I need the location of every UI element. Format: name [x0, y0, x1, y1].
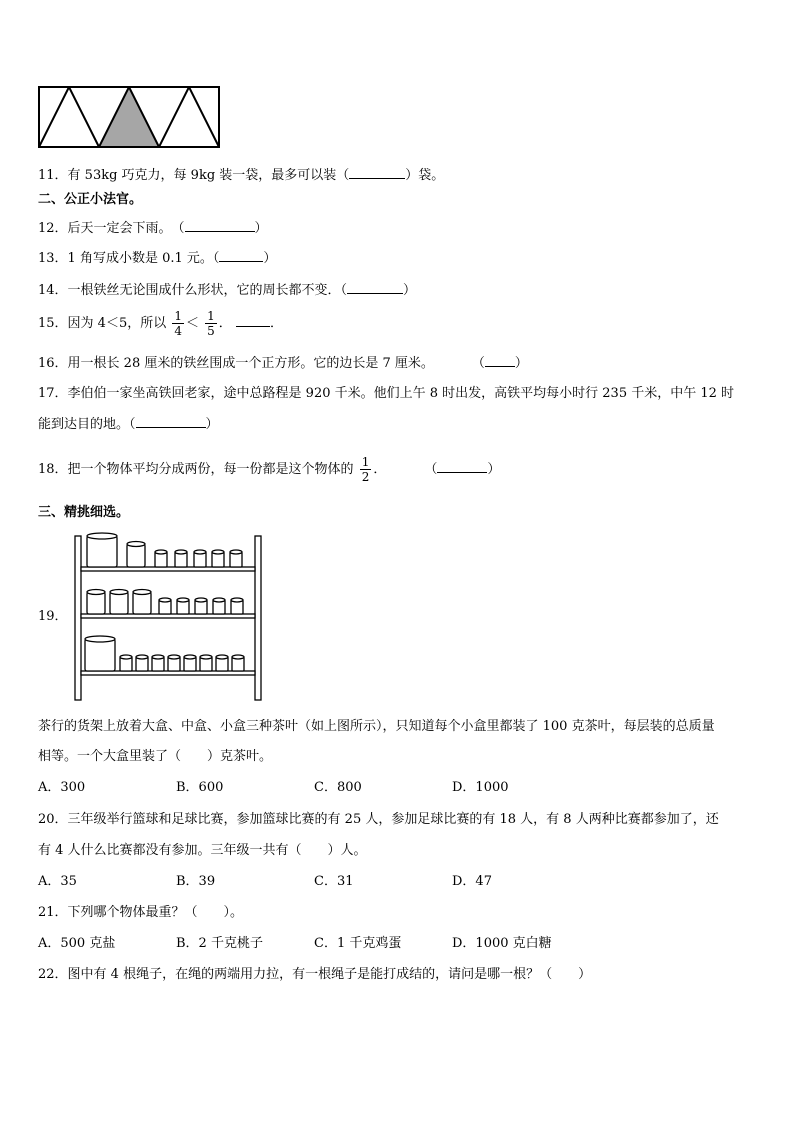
question-19-line-1: 茶行的货架上放着大盒、中盒、小盒三种茶叶（如上图所示），只知道每个小盒里都装了 100 克茶叶，每层装的总质量	[38, 719, 715, 734]
question-15: 15．因为 4＜5，所以 $\frac{1}{4}$ ＜ $\frac{1}{5}$ ． ．	[38, 309, 283, 338]
question-19-line-2: 相等。一个大盒里装了（ ）克茶叶。	[38, 749, 273, 764]
question-15-prefix: 15．因为 4＜5，所以	[38, 316, 167, 331]
question-21-options	[38, 935, 738, 953]
option-c[interactable]: C．1 千克鸡蛋	[314, 936, 402, 951]
question-17-line-1: 17．李伯伯一家坐高铁回老家，途中总路程是 920 千米。他们上午 8 时出发，高铁平均每小时行 235 千米，中午 12 时	[38, 386, 735, 401]
question-12	[38, 219, 268, 238]
question-20-line-1: 20．三年级举行篮球和足球比赛，参加篮球比赛的有 25 人，参加足球比赛的有 18 人，有 8 人两种比赛都参加了，还	[38, 812, 719, 827]
fraction-one-fifth: $\frac{1}{5}$	[207, 309, 215, 338]
question-20-options	[38, 873, 738, 891]
section-heading-2: 二、公正小法官。	[38, 192, 143, 207]
answer-blank[interactable]	[349, 166, 405, 179]
answer-blank[interactable]	[136, 415, 206, 428]
triangle-strip-figure	[38, 86, 220, 148]
answer-blank[interactable]	[347, 281, 403, 294]
question-16: 16．用一根长 28 厘米的铁丝围成一个正方形。它的边长是 7 厘米。 （ ）	[38, 356, 528, 371]
fraction-one-quarter: $\frac{1}{4}$	[174, 309, 182, 338]
option-d[interactable]: D．47	[452, 874, 492, 889]
option-d[interactable]: D．1000 克白糖	[452, 936, 552, 951]
question-13-tail: ）	[263, 251, 277, 266]
answer-blank[interactable]	[236, 314, 270, 327]
option-a[interactable]: A．500 克盐	[38, 936, 116, 951]
question-12-tail: ）	[254, 221, 268, 236]
answer-blank[interactable]	[485, 354, 515, 367]
answer-blank[interactable]	[185, 219, 255, 232]
question-13-text: 13．1 角写成小数是 0.1 元。（	[38, 251, 220, 266]
question-17-line-2: 能到达目的地。（ ）	[38, 417, 219, 432]
question-14-tail: ）	[403, 283, 417, 298]
answer-blank[interactable]	[437, 460, 487, 473]
option-a[interactable]: A．35	[38, 874, 77, 889]
question-20-line-2: 有 4 人什么比赛都没有参加。三年级一共有（ ）人。	[38, 843, 367, 858]
question-11-tail: ）袋。	[405, 168, 445, 183]
less-than-sign: ＜	[186, 316, 200, 331]
question-14	[38, 281, 416, 300]
question-21-line-1: 21．下列哪个物体最重？（ ）。	[38, 905, 244, 920]
question-14-text: 14．一根铁丝无论围成什么形状，它的周长都不变．（	[38, 283, 348, 298]
question-11-text: 11．有 53kg 巧克力，每 9kg 装一袋，最多可以装（	[38, 168, 350, 183]
question-11	[38, 166, 444, 185]
option-d[interactable]: D．1000	[452, 780, 509, 795]
option-c[interactable]: C．31	[314, 874, 354, 889]
option-a[interactable]: A．300	[38, 780, 86, 795]
option-c[interactable]: C．800	[314, 780, 362, 795]
option-b[interactable]: B．2 千克桃子	[176, 936, 263, 951]
answer-blank[interactable]	[219, 249, 263, 262]
question-19-number: 19．	[38, 609, 68, 624]
tea-shelf-figure	[74, 528, 264, 702]
question-13	[38, 249, 276, 268]
fraction-one-half: $\frac{1}{2}$	[361, 455, 370, 484]
question-22-line-1: 22．图中有 4 根绳子，在绳的两端用力拉，有一根绳子是能打成结的，请问是哪一根？（ ）	[38, 967, 592, 982]
question-18: 18．把一个物体平均分成两份，每一份都是这个物体的 $\frac{1}{2}$ ． （ ）	[38, 455, 501, 484]
option-b[interactable]: B．39	[176, 874, 216, 889]
option-b[interactable]: B．600	[176, 780, 224, 795]
question-16-text: 16．用一根长 28 厘米的铁丝围成一个正方形。它的边长是 7 厘米。	[38, 356, 434, 371]
question-19-options	[38, 779, 738, 797]
question-12-text: 12．后天一定会下雨。 （	[38, 221, 185, 236]
section-heading-3: 三、精挑细选。	[38, 505, 130, 520]
question-15-suffix: ．	[218, 316, 232, 331]
